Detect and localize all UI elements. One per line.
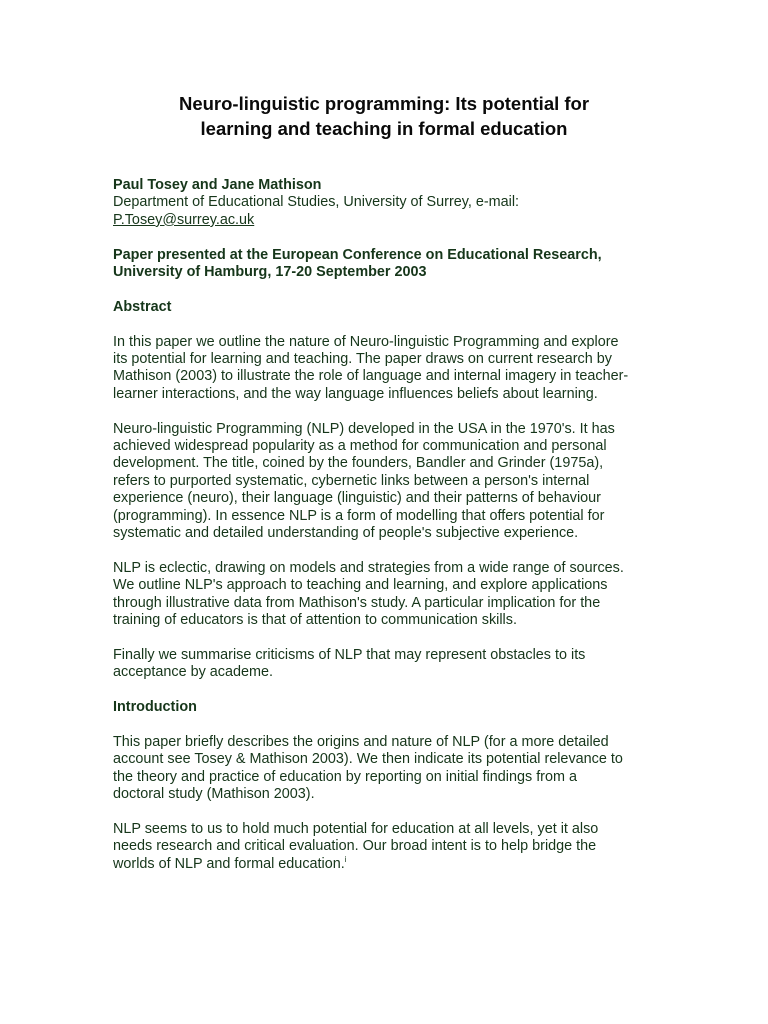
- conference-line-1: Paper presented at the European Conference on Educational Research,: [113, 246, 602, 263]
- text-line: through illustrative data from Mathison's study. A particular implication for the: [113, 594, 601, 611]
- text-line: worlds of NLP and formal education.: [113, 855, 345, 872]
- conference-line-2: University of Hamburg, 17-20 September 2003: [113, 264, 427, 281]
- abstract-paragraph: [113, 334, 673, 404]
- text-line: systematic and detailed understanding of people's subjective experience.: [113, 525, 579, 542]
- text-line: needs research and critical evaluation. Our broad intent is to help bridge the: [113, 838, 597, 855]
- text-line: NLP seems to us to hold much potential for education at all levels, yet it also: [113, 820, 599, 837]
- text-line: experience (neuro), their language (linguistic) and their patterns of behaviour: [113, 490, 601, 507]
- paper-body: [113, 177, 673, 891]
- text-line: learner interactions, and the way language influences beliefs about learning.: [113, 385, 598, 402]
- text-line: its potential for learning and teaching. The paper draws on current research by: [113, 351, 612, 368]
- text-line: the theory and practice of education by reporting on initial findings from a: [113, 768, 577, 785]
- text-line: Mathison (2003) to illustrate the role of language and internal imagery in teacher-: [113, 368, 629, 385]
- text-line: This paper briefly describes the origins and nature of NLP (for a more detailed: [113, 733, 609, 750]
- abstract-paragraph: [113, 647, 673, 682]
- text-line: In this paper we outline the nature of Neuro-linguistic Programming and explore: [113, 333, 619, 350]
- text-line: training of educators is that of attention to communication skills.: [113, 612, 517, 629]
- author-block: [113, 177, 673, 229]
- introduction-paragraph: [113, 734, 673, 804]
- introduction-paragraph: [113, 821, 673, 873]
- author-names: Paul Tosey and Jane Mathison: [113, 177, 322, 193]
- text-line: development. The title, coined by the founders, Bandler and Grinder (1975a),: [113, 455, 604, 472]
- abstract-heading: Abstract: [113, 298, 172, 315]
- title-line-2: learning and teaching in formal education: [200, 118, 568, 139]
- footnote-marker[interactable]: i: [344, 854, 347, 864]
- text-line: account see Tosey & Mathison 2003). We then indicate its potential relevance to: [113, 751, 623, 768]
- paper-title: [100, 91, 668, 141]
- abstract-paragraph: [113, 560, 673, 630]
- introduction-paragraphs: [113, 734, 673, 873]
- text-line: refers to purported systematic, cybernetic links between a person's internal: [113, 472, 590, 489]
- text-line: Neuro-linguistic Programming (NLP) developed in the USA in the 1970's. It has: [113, 420, 615, 437]
- title-line-1: Neuro-linguistic programming: Its potential for: [178, 93, 590, 114]
- text-line: doctoral study (Mathison 2003).: [113, 786, 315, 803]
- text-line: Finally we summarise criticisms of NLP that may represent obstacles to its: [113, 646, 586, 663]
- introduction-heading: Introduction: [113, 699, 197, 716]
- author-email-link[interactable]: P.Tosey@surrey.ac.uk: [113, 211, 255, 228]
- abstract-paragraph: [113, 421, 673, 543]
- conference-note: [113, 247, 673, 282]
- text-line-with-footnote: [113, 856, 673, 873]
- text-line: acceptance by academe.: [113, 664, 273, 681]
- author-affiliation: Department of Educational Studies, University of Surrey, e-mail:: [113, 194, 520, 211]
- text-line: (programming). In essence NLP is a form of modelling that offers potential for: [113, 507, 605, 524]
- abstract-paragraphs: [113, 334, 673, 682]
- text-line: We outline NLP's approach to teaching and learning, and explore applications: [113, 577, 608, 594]
- text-line: NLP is eclectic, drawing on models and strategies from a wide range of sources.: [113, 559, 624, 576]
- text-line: achieved widespread popularity as a method for communication and personal: [113, 438, 607, 455]
